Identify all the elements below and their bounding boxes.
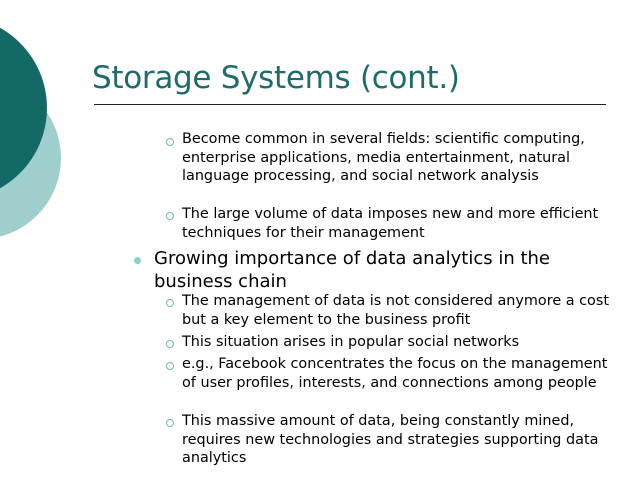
sub-bullet-text: This situation arises in popular social networks (182, 334, 520, 350)
hollow-bullet-icon (166, 299, 174, 307)
hollow-bullet-icon (166, 340, 174, 348)
decorative-circles (0, 0, 100, 478)
hollow-bullet-icon (166, 138, 174, 146)
main-bullet-text: Growing importance of data analytics in the business chain (154, 248, 550, 292)
filled-bullet-icon (134, 257, 141, 264)
sub-bullet-text: e.g., Facebook concentrates the focus on the management of user profiles, interests, and connections among people (182, 356, 608, 391)
hollow-bullet-icon (166, 419, 174, 427)
title-divider (94, 104, 606, 105)
hollow-bullet-icon (166, 212, 174, 220)
sub-bullet-text: The large volume of data imposes new and more efficient techniques for their management (182, 206, 599, 241)
hollow-bullet-icon (166, 362, 174, 370)
sub-bullet-text: The management of data is not considered anymore a cost but a key element to the business profit (182, 293, 609, 328)
sub-bullet-text: This massive amount of data, being constantly mined, requires new technologies and strategies supporting data analytics (182, 413, 599, 466)
slide-title: Storage Systems (cont.) (92, 60, 460, 96)
sub-bullet-text: Become common in several fields: scientific computing, enterprise applications, media entertainment, natural language processing, and social network analysis (182, 131, 585, 184)
